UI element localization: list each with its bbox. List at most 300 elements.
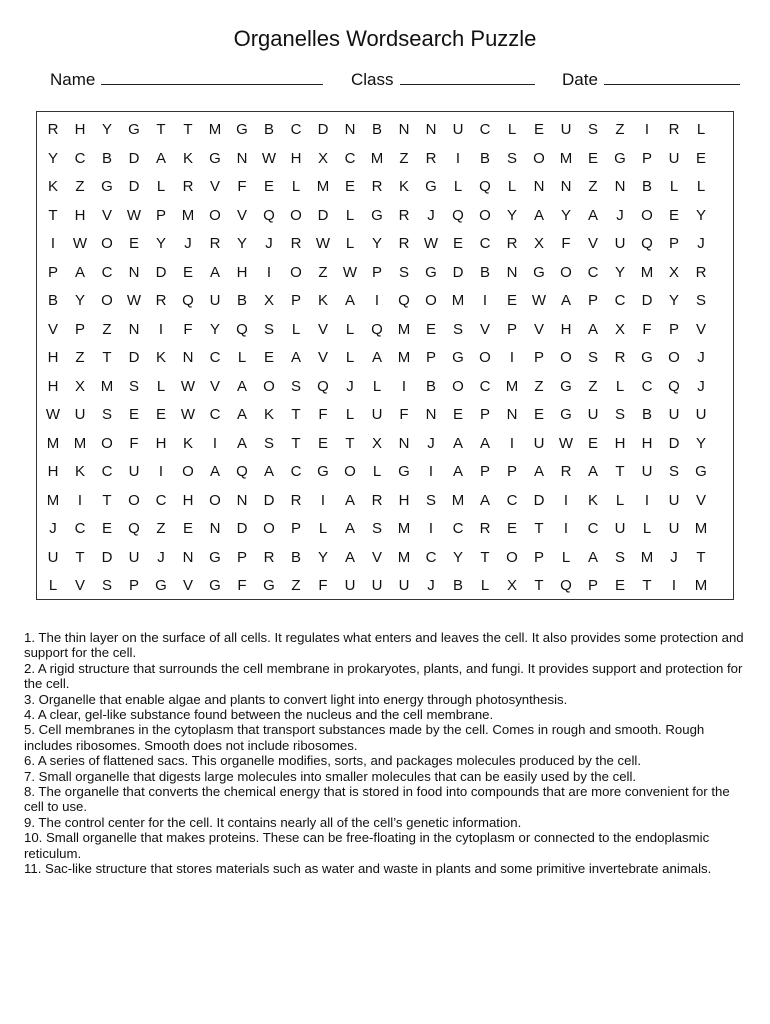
grid-letter[interactable]: T bbox=[480, 548, 490, 566]
grid-letter[interactable]: Z bbox=[588, 178, 598, 195]
grid-letter[interactable]: O bbox=[479, 349, 491, 366]
grid-letter[interactable]: M bbox=[397, 520, 411, 537]
grid-letter[interactable]: M bbox=[370, 149, 384, 167]
grid-letter[interactable]: A bbox=[452, 434, 463, 452]
grid-letter[interactable]: G bbox=[560, 406, 572, 423]
grid-letter[interactable]: V bbox=[317, 320, 328, 338]
grid-letter[interactable]: C bbox=[587, 520, 599, 537]
grid-letter[interactable]: W bbox=[45, 406, 61, 423]
grid-letter[interactable]: J bbox=[616, 206, 624, 224]
grid-letter[interactable]: Y bbox=[452, 548, 463, 566]
grid-letter[interactable]: E bbox=[155, 406, 166, 423]
grid-letter[interactable]: S bbox=[614, 406, 625, 423]
grid-letter[interactable]: M bbox=[694, 577, 708, 594]
grid-letter[interactable]: H bbox=[74, 206, 86, 224]
grid-letter[interactable]: E bbox=[587, 149, 598, 167]
grid-letter[interactable]: G bbox=[128, 121, 140, 138]
grid-letter[interactable]: Y bbox=[695, 206, 706, 224]
grid-letter[interactable]: O bbox=[641, 206, 653, 224]
grid-letter[interactable]: E bbox=[668, 206, 679, 224]
grid-letter[interactable]: R bbox=[290, 491, 302, 509]
grid-letter[interactable]: G bbox=[695, 463, 707, 480]
grid-letter[interactable]: D bbox=[128, 178, 140, 195]
grid-letter[interactable]: U bbox=[641, 463, 653, 480]
grid-letter[interactable]: W bbox=[126, 206, 142, 224]
grid-letter[interactable]: G bbox=[236, 121, 248, 138]
grid-letter[interactable]: P bbox=[668, 320, 679, 338]
grid-letter[interactable]: U bbox=[533, 434, 545, 452]
grid-letter[interactable]: L bbox=[561, 548, 571, 566]
grid-letter[interactable]: Y bbox=[614, 263, 625, 281]
grid-letter[interactable]: S bbox=[371, 520, 382, 537]
grid-letter[interactable]: E bbox=[695, 149, 706, 167]
grid-letter[interactable]: A bbox=[344, 491, 355, 509]
grid-letter[interactable]: Z bbox=[399, 149, 409, 167]
grid-letter[interactable]: Y bbox=[155, 235, 166, 252]
grid-letter[interactable]: X bbox=[371, 434, 382, 452]
grid-letter[interactable]: X bbox=[614, 320, 625, 338]
grid-letter[interactable]: D bbox=[452, 263, 464, 281]
grid-letter[interactable]: C bbox=[614, 292, 626, 309]
grid-letter[interactable]: G bbox=[209, 149, 221, 167]
grid-letter[interactable]: N bbox=[425, 406, 437, 423]
grid-letter[interactable]: E bbox=[425, 320, 436, 338]
grid-letter[interactable]: R bbox=[182, 178, 194, 195]
grid-letter[interactable]: M bbox=[73, 434, 87, 452]
grid-letter[interactable]: A bbox=[155, 149, 166, 167]
grid-letter[interactable]: P bbox=[479, 463, 490, 480]
grid-letter[interactable]: M bbox=[46, 491, 60, 509]
grid-letter[interactable]: T bbox=[48, 206, 58, 224]
grid-letter[interactable]: T bbox=[291, 406, 301, 423]
grid-letter[interactable]: J bbox=[697, 377, 705, 395]
grid-letter[interactable]: B bbox=[425, 377, 436, 395]
grid-letter[interactable]: N bbox=[614, 178, 626, 195]
grid-letter[interactable]: I bbox=[644, 121, 650, 138]
grid-letter[interactable]: L bbox=[615, 491, 625, 509]
grid-letter[interactable]: W bbox=[72, 235, 88, 252]
grid-letter[interactable]: I bbox=[428, 463, 434, 480]
grid-letter[interactable]: D bbox=[317, 121, 329, 138]
grid-letter[interactable]: I bbox=[50, 235, 56, 252]
grid-letter[interactable]: S bbox=[587, 121, 598, 138]
grid-letter[interactable]: N bbox=[398, 121, 410, 138]
grid-letter[interactable]: O bbox=[263, 377, 275, 395]
grid-letter[interactable]: F bbox=[318, 406, 328, 423]
grid-letter[interactable]: Z bbox=[534, 377, 544, 395]
grid-letter[interactable]: I bbox=[158, 463, 164, 480]
grid-letter[interactable]: H bbox=[47, 463, 59, 480]
grid-letter[interactable]: S bbox=[263, 434, 274, 452]
grid-letter[interactable]: B bbox=[47, 292, 58, 309]
grid-letter[interactable]: C bbox=[74, 149, 86, 167]
grid-letter[interactable]: Q bbox=[236, 463, 248, 480]
grid-letter[interactable]: C bbox=[209, 406, 221, 423]
grid-letter[interactable]: Y bbox=[101, 121, 112, 138]
grid-letter[interactable]: N bbox=[128, 320, 140, 338]
grid-letter[interactable]: R bbox=[668, 121, 680, 138]
grid-letter[interactable]: K bbox=[587, 491, 598, 509]
grid-letter[interactable]: O bbox=[533, 149, 545, 167]
grid-letter[interactable]: U bbox=[668, 491, 680, 509]
grid-letter[interactable]: N bbox=[128, 263, 140, 281]
grid-letter[interactable]: Z bbox=[318, 263, 328, 281]
grid-letter[interactable]: Z bbox=[588, 377, 598, 395]
grid-letter[interactable]: K bbox=[398, 178, 409, 195]
grid-letter[interactable]: A bbox=[344, 520, 355, 537]
grid-letter[interactable]: L bbox=[345, 320, 355, 338]
grid-letter[interactable]: A bbox=[209, 463, 220, 480]
grid-letter[interactable]: Y bbox=[317, 548, 328, 566]
grid-letter[interactable]: M bbox=[46, 434, 60, 452]
grid-letter[interactable]: E bbox=[263, 349, 274, 366]
grid-letter[interactable]: P bbox=[641, 149, 652, 167]
grid-letter[interactable]: I bbox=[401, 377, 407, 395]
grid-letter[interactable]: L bbox=[48, 577, 58, 594]
grid-letter[interactable]: U bbox=[344, 577, 356, 594]
grid-letter[interactable]: C bbox=[290, 463, 302, 480]
grid-letter[interactable]: J bbox=[697, 349, 705, 366]
grid-letter[interactable]: S bbox=[587, 349, 598, 366]
grid-letter[interactable]: S bbox=[452, 320, 463, 338]
grid-letter[interactable]: I bbox=[374, 292, 380, 309]
grid-letter[interactable]: Y bbox=[209, 320, 220, 338]
grid-letter[interactable]: R bbox=[371, 178, 383, 195]
grid-letter[interactable]: O bbox=[452, 377, 464, 395]
grid-letter[interactable]: A bbox=[236, 406, 247, 423]
grid-letter[interactable]: U bbox=[47, 548, 59, 566]
grid-letter[interactable]: C bbox=[479, 377, 491, 395]
grid-letter[interactable]: W bbox=[180, 406, 196, 423]
grid-letter[interactable]: S bbox=[263, 320, 274, 338]
grid-letter[interactable]: G bbox=[398, 463, 410, 480]
grid-letter[interactable]: V bbox=[695, 320, 706, 338]
grid-letter[interactable]: X bbox=[533, 235, 544, 252]
grid-letter[interactable]: P bbox=[128, 577, 139, 594]
grid-letter[interactable]: V bbox=[236, 206, 247, 224]
grid-letter[interactable]: T bbox=[642, 577, 652, 594]
grid-letter[interactable]: R bbox=[371, 491, 383, 509]
grid-letter[interactable]: K bbox=[47, 178, 58, 195]
grid-letter[interactable]: F bbox=[318, 577, 328, 594]
grid-letter[interactable]: N bbox=[560, 178, 572, 195]
grid-letter[interactable]: I bbox=[320, 491, 326, 509]
grid-letter[interactable]: M bbox=[559, 149, 573, 167]
grid-letter[interactable]: N bbox=[506, 406, 518, 423]
grid-letter[interactable]: H bbox=[560, 320, 572, 338]
grid-letter[interactable]: I bbox=[563, 520, 569, 537]
grid-letter[interactable]: Q bbox=[560, 577, 572, 594]
grid-letter[interactable]: A bbox=[371, 349, 382, 366]
grid-letter[interactable]: B bbox=[101, 149, 112, 167]
grid-letter[interactable]: T bbox=[345, 434, 355, 452]
grid-letter[interactable]: E bbox=[614, 577, 625, 594]
grid-letter[interactable]: L bbox=[507, 121, 517, 138]
grid-letter[interactable]: T bbox=[291, 434, 301, 452]
grid-letter[interactable]: R bbox=[47, 121, 59, 138]
grid-letter[interactable]: T bbox=[102, 349, 112, 366]
grid-letter[interactable]: E bbox=[452, 235, 463, 252]
grid-letter[interactable]: O bbox=[479, 206, 491, 224]
grid-letter[interactable]: C bbox=[479, 235, 491, 252]
grid-letter[interactable]: L bbox=[453, 178, 463, 195]
grid-letter[interactable]: E bbox=[128, 235, 139, 252]
grid-letter[interactable]: Y bbox=[695, 434, 706, 452]
grid-letter[interactable]: L bbox=[291, 320, 301, 338]
grid-letter[interactable]: M bbox=[397, 548, 411, 566]
grid-letter[interactable]: F bbox=[129, 434, 139, 452]
grid-letter[interactable]: D bbox=[668, 434, 680, 452]
grid-letter[interactable]: H bbox=[155, 434, 167, 452]
grid-letter[interactable]: U bbox=[668, 520, 680, 537]
grid-letter[interactable]: H bbox=[236, 263, 248, 281]
grid-letter[interactable]: O bbox=[101, 235, 113, 252]
grid-letter[interactable]: A bbox=[209, 263, 220, 281]
grid-letter[interactable]: P bbox=[587, 577, 598, 594]
grid-letter[interactable]: D bbox=[317, 206, 329, 224]
grid-letter[interactable]: A bbox=[236, 377, 247, 395]
grid-letter[interactable]: C bbox=[155, 491, 167, 509]
grid-letter[interactable]: G bbox=[533, 263, 545, 281]
grid-letter[interactable]: J bbox=[49, 520, 57, 537]
grid-letter[interactable]: M bbox=[694, 520, 708, 537]
grid-letter[interactable]: M bbox=[451, 292, 465, 309]
grid-letter[interactable]: Q bbox=[398, 292, 410, 309]
grid-letter[interactable]: O bbox=[101, 292, 113, 309]
grid-letter[interactable]: U bbox=[371, 406, 383, 423]
grid-letter[interactable]: X bbox=[668, 263, 679, 281]
grid-letter[interactable]: K bbox=[182, 434, 193, 452]
grid-letter[interactable]: E bbox=[587, 434, 598, 452]
grid-letter[interactable]: O bbox=[290, 206, 302, 224]
grid-letter[interactable]: W bbox=[558, 434, 574, 452]
grid-letter[interactable]: Y bbox=[668, 292, 679, 309]
grid-letter[interactable]: J bbox=[427, 206, 435, 224]
grid-letter[interactable]: G bbox=[263, 577, 275, 594]
grid-letter[interactable]: A bbox=[560, 292, 571, 309]
grid-letter[interactable]: W bbox=[342, 263, 358, 281]
grid-letter[interactable]: Y bbox=[560, 206, 571, 224]
grid-letter[interactable]: N bbox=[506, 263, 518, 281]
grid-letter[interactable]: I bbox=[428, 520, 434, 537]
grid-letter[interactable]: L bbox=[318, 520, 328, 537]
grid-letter[interactable]: U bbox=[74, 406, 86, 423]
grid-letter[interactable]: V bbox=[47, 320, 58, 338]
grid-letter[interactable]: V bbox=[182, 577, 193, 594]
grid-letter[interactable]: C bbox=[74, 520, 86, 537]
grid-letter[interactable]: C bbox=[209, 349, 221, 366]
grid-letter[interactable]: T bbox=[696, 548, 706, 566]
grid-letter[interactable]: P bbox=[74, 320, 85, 338]
grid-letter[interactable]: E bbox=[533, 406, 544, 423]
grid-letter[interactable]: N bbox=[425, 121, 437, 138]
grid-letter[interactable]: K bbox=[317, 292, 328, 309]
grid-letter[interactable]: X bbox=[74, 377, 85, 395]
grid-letter[interactable]: F bbox=[561, 235, 571, 252]
grid-letter[interactable]: R bbox=[398, 235, 410, 252]
grid-letter[interactable]: Y bbox=[47, 149, 58, 167]
grid-letter[interactable]: P bbox=[533, 349, 544, 366]
grid-letter[interactable]: O bbox=[263, 520, 275, 537]
grid-letter[interactable]: S bbox=[695, 292, 706, 309]
grid-letter[interactable]: V bbox=[101, 206, 112, 224]
grid-letter[interactable]: B bbox=[236, 292, 247, 309]
grid-letter[interactable]: P bbox=[290, 520, 301, 537]
grid-letter[interactable]: F bbox=[399, 406, 409, 423]
grid-letter[interactable]: A bbox=[587, 206, 598, 224]
grid-letter[interactable]: L bbox=[345, 406, 355, 423]
grid-letter[interactable]: J bbox=[670, 548, 678, 566]
grid-letter[interactable]: I bbox=[509, 349, 515, 366]
grid-letter[interactable]: V bbox=[209, 178, 220, 195]
grid-letter[interactable]: R bbox=[155, 292, 167, 309]
grid-letter[interactable]: B bbox=[371, 121, 382, 138]
grid-letter[interactable]: L bbox=[156, 377, 166, 395]
grid-letter[interactable]: R bbox=[695, 263, 707, 281]
grid-letter[interactable]: I bbox=[563, 491, 569, 509]
grid-letter[interactable]: L bbox=[372, 463, 382, 480]
grid-letter[interactable]: V bbox=[695, 491, 706, 509]
grid-letter[interactable]: S bbox=[614, 548, 625, 566]
grid-letter[interactable]: N bbox=[236, 491, 248, 509]
grid-letter[interactable]: E bbox=[344, 178, 355, 195]
grid-letter[interactable]: P bbox=[506, 463, 517, 480]
grid-letter[interactable]: Q bbox=[452, 206, 464, 224]
grid-letter[interactable]: Z bbox=[615, 121, 625, 138]
grid-letter[interactable]: L bbox=[696, 121, 706, 138]
grid-letter[interactable]: V bbox=[533, 320, 544, 338]
grid-letter[interactable]: P bbox=[479, 406, 490, 423]
grid-letter[interactable]: L bbox=[156, 178, 166, 195]
grid-letter[interactable]: F bbox=[183, 320, 193, 338]
grid-letter[interactable]: A bbox=[479, 491, 490, 509]
grid-letter[interactable]: V bbox=[587, 235, 598, 252]
grid-letter[interactable]: S bbox=[128, 377, 139, 395]
grid-letter[interactable]: E bbox=[263, 178, 274, 195]
grid-letter[interactable]: G bbox=[452, 349, 464, 366]
grid-letter[interactable]: Q bbox=[128, 520, 140, 537]
grid-letter[interactable]: I bbox=[77, 491, 83, 509]
grid-letter[interactable]: L bbox=[615, 377, 625, 395]
grid-letter[interactable]: E bbox=[506, 292, 517, 309]
grid-letter[interactable]: M bbox=[316, 178, 330, 195]
grid-letter[interactable]: L bbox=[372, 377, 382, 395]
grid-letter[interactable]: J bbox=[265, 235, 273, 252]
grid-letter[interactable]: L bbox=[507, 178, 517, 195]
grid-letter[interactable]: P bbox=[155, 206, 166, 224]
grid-letter[interactable]: U bbox=[398, 577, 410, 594]
grid-letter[interactable]: V bbox=[74, 577, 85, 594]
grid-letter[interactable]: X bbox=[263, 292, 274, 309]
grid-letter[interactable]: T bbox=[534, 577, 544, 594]
grid-letter[interactable]: U bbox=[128, 548, 140, 566]
grid-letter[interactable]: C bbox=[452, 520, 464, 537]
grid-letter[interactable]: R bbox=[398, 206, 410, 224]
grid-letter[interactable]: R bbox=[425, 149, 437, 167]
grid-letter[interactable]: B bbox=[641, 178, 652, 195]
grid-letter[interactable]: U bbox=[371, 577, 383, 594]
grid-letter[interactable]: D bbox=[101, 548, 113, 566]
grid-letter[interactable]: A bbox=[452, 463, 463, 480]
grid-letter[interactable]: L bbox=[345, 349, 355, 366]
grid-letter[interactable]: A bbox=[344, 548, 355, 566]
grid-letter[interactable]: F bbox=[642, 320, 652, 338]
grid-letter[interactable]: U bbox=[695, 406, 707, 423]
grid-letter[interactable]: K bbox=[74, 463, 85, 480]
grid-letter[interactable]: D bbox=[641, 292, 653, 309]
grid-letter[interactable]: N bbox=[533, 178, 545, 195]
grid-letter[interactable]: M bbox=[100, 377, 114, 395]
grid-letter[interactable]: L bbox=[345, 206, 355, 224]
grid-letter[interactable]: Q bbox=[317, 377, 329, 395]
grid-letter[interactable]: M bbox=[505, 377, 519, 395]
grid-letter[interactable]: M bbox=[208, 121, 222, 138]
grid-letter[interactable]: H bbox=[74, 121, 86, 138]
grid-letter[interactable]: W bbox=[315, 235, 331, 252]
grid-letter[interactable]: U bbox=[668, 149, 680, 167]
grid-letter[interactable]: T bbox=[615, 463, 625, 480]
grid-letter[interactable]: P bbox=[668, 235, 679, 252]
grid-letter[interactable]: R bbox=[506, 235, 518, 252]
grid-letter[interactable]: G bbox=[560, 377, 572, 395]
grid-letter[interactable]: E bbox=[452, 406, 463, 423]
grid-letter[interactable]: D bbox=[155, 263, 167, 281]
grid-letter[interactable]: E bbox=[128, 406, 139, 423]
grid-letter[interactable]: G bbox=[155, 577, 167, 594]
grid-letter[interactable]: C bbox=[587, 263, 599, 281]
grid-letter[interactable]: O bbox=[128, 491, 140, 509]
grid-letter[interactable]: S bbox=[668, 463, 679, 480]
grid-letter[interactable]: O bbox=[560, 263, 572, 281]
grid-letter[interactable]: O bbox=[290, 263, 302, 281]
grid-letter[interactable]: L bbox=[642, 520, 652, 537]
grid-letter[interactable]: M bbox=[397, 349, 411, 366]
grid-letter[interactable]: E bbox=[101, 520, 112, 537]
grid-letter[interactable]: L bbox=[669, 178, 679, 195]
grid-letter[interactable]: E bbox=[317, 434, 328, 452]
grid-letter[interactable]: R bbox=[614, 349, 626, 366]
grid-letter[interactable]: G bbox=[209, 577, 221, 594]
grid-letter[interactable]: G bbox=[317, 463, 329, 480]
grid-letter[interactable]: J bbox=[427, 577, 435, 594]
grid-letter[interactable]: D bbox=[128, 349, 140, 366]
grid-letter[interactable]: G bbox=[209, 548, 221, 566]
grid-letter[interactable]: M bbox=[397, 320, 411, 338]
grid-letter[interactable]: E bbox=[182, 520, 193, 537]
grid-letter[interactable]: Z bbox=[75, 178, 85, 195]
grid-letter[interactable]: H bbox=[47, 377, 59, 395]
grid-letter[interactable]: I bbox=[455, 149, 461, 167]
grid-letter[interactable]: N bbox=[182, 548, 194, 566]
grid-letter[interactable]: J bbox=[346, 377, 354, 395]
grid-letter[interactable]: V bbox=[479, 320, 490, 338]
grid-letter[interactable]: S bbox=[425, 491, 436, 509]
grid-letter[interactable]: N bbox=[182, 349, 194, 366]
grid-letter[interactable]: H bbox=[182, 491, 194, 509]
grid-letter[interactable]: O bbox=[668, 349, 680, 366]
grid-letter[interactable]: S bbox=[506, 149, 517, 167]
grid-letter[interactable]: K bbox=[263, 406, 274, 423]
grid-letter[interactable]: C bbox=[641, 377, 653, 395]
grid-letter[interactable]: Y bbox=[236, 235, 247, 252]
grid-letter[interactable]: Q bbox=[479, 178, 491, 195]
grid-letter[interactable]: X bbox=[317, 149, 328, 167]
grid-letter[interactable]: O bbox=[209, 491, 221, 509]
grid-letter[interactable]: U bbox=[668, 406, 680, 423]
grid-letter[interactable]: J bbox=[184, 235, 192, 252]
grid-letter[interactable]: L bbox=[291, 178, 301, 195]
grid-letter[interactable]: Y bbox=[74, 292, 85, 309]
